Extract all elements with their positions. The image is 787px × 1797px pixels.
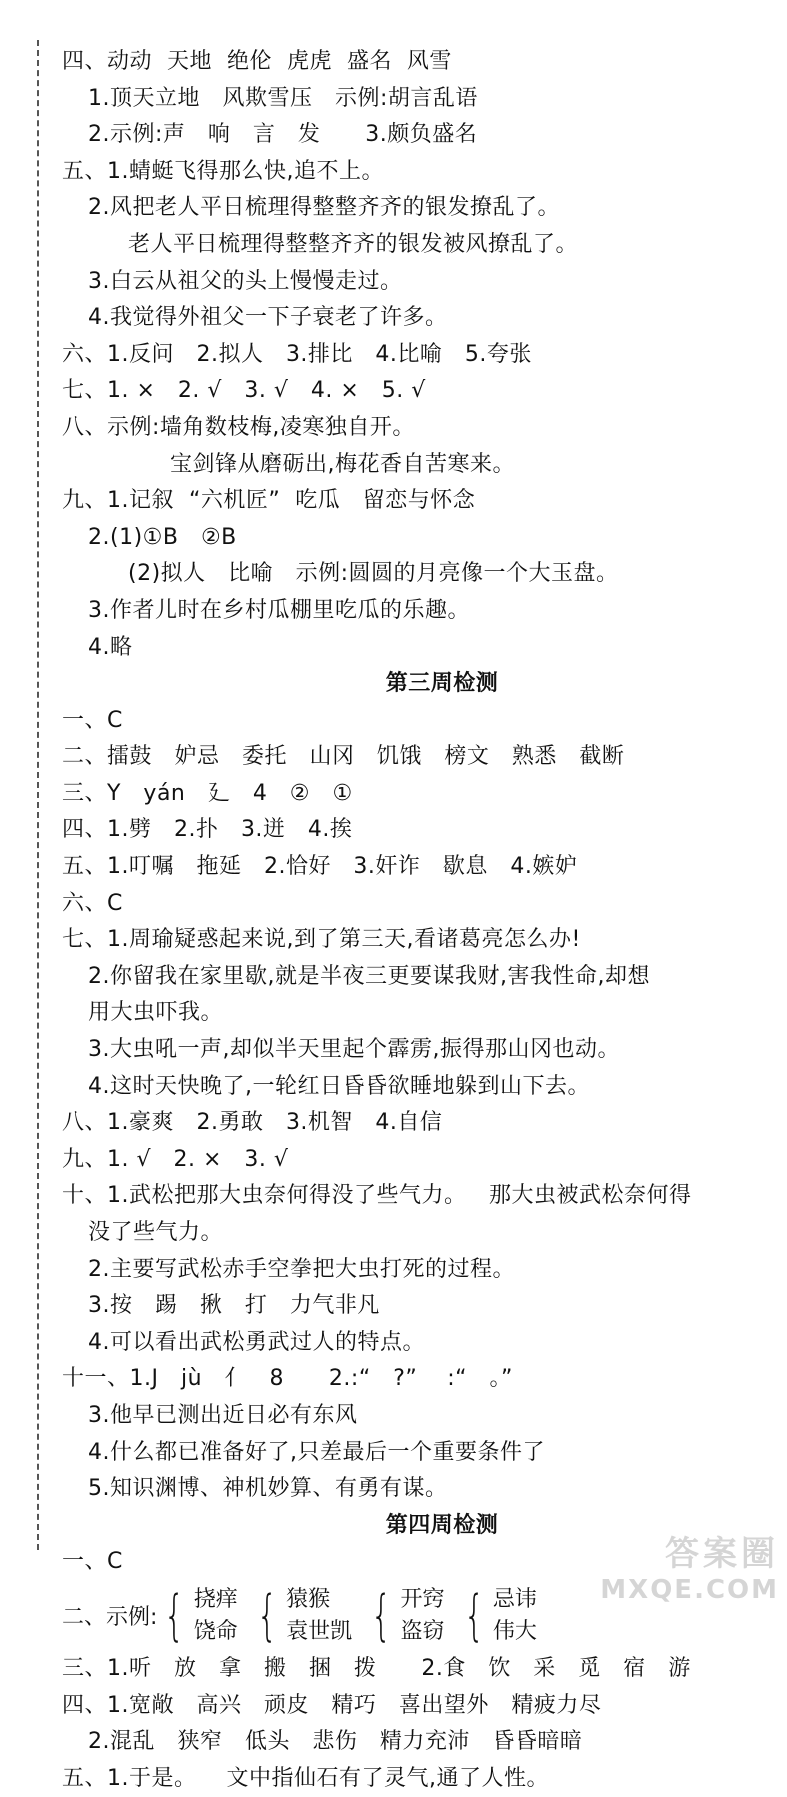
answer-line: 3.按 踢 揪 打 力气非凡 — [88, 1293, 380, 1319]
answer-line: 4.这时天快晚了,一轮红日昏昏欲睡地躲到山下去。 — [88, 1073, 590, 1099]
answer-line: 2.(1)①B ②B — [88, 524, 237, 550]
answer-line: 六、C — [62, 890, 123, 916]
example-word: 开窍 — [400, 1586, 445, 1612]
example-pair-words — [493, 1584, 537, 1648]
answer-line: 三、1.听 放 拿 搬 捆 拨 2.食 饮 采 觅 宿 游 — [62, 1655, 691, 1681]
brace-glyph: { — [371, 1583, 392, 1647]
answer-line: 十、1.武松把那大虫奈何得没了些气力。 那大虫被武松奈何得 — [62, 1183, 692, 1209]
answer-line: 用大虫吓我。 — [88, 1000, 224, 1026]
answer-line: 五、1.于是。 文中指仙石有了灵气,通了人性。 — [62, 1765, 549, 1791]
brace-glyph: { — [256, 1583, 278, 1647]
answer-line: 宝剑锋从磨砺出,梅花香自苦寒来。 — [170, 451, 515, 477]
answer-line: 七、1.周瑜疑惑起来说,到了第三天,看诸葛亮怎么办! — [62, 927, 581, 953]
answer-line: 八、1.豪爽 2.勇敢 3.机智 4.自信 — [62, 1110, 443, 1136]
answer-line: 五、1.蜻蜓飞得那么快,追不上。 — [62, 158, 384, 184]
answer-line: 4.可以看出武松勇武过人的特点。 — [88, 1329, 425, 1355]
answer-line: 2.风把老人平日梳理得整整齐齐的银发撩乱了。 — [88, 195, 560, 221]
example-pair — [157, 1584, 237, 1648]
example-pair — [250, 1584, 352, 1648]
answer-line: 四、1.劈 2.扑 3.迸 4.挨 — [62, 817, 353, 843]
answer-line: 没了些气力。 — [88, 1220, 224, 1245]
answer-line: 老人平日梳理得整整齐齐的银发被风撩乱了。 — [128, 231, 579, 257]
answer-line: 九、1. √ 2. × 3. √ — [62, 1146, 289, 1172]
answer-line: 3.大虫吼一声,却似半天里起个霹雳,振得那山冈也动。 — [88, 1037, 620, 1063]
answer-line: 四、1.宽敞 高兴 顽皮 精巧 喜出望外 精疲力尽 — [62, 1692, 602, 1718]
example-word: 猿猴 — [286, 1586, 331, 1612]
answer-line: 2.主要写武松赤手空拳把大虫打死的过程。 — [88, 1256, 515, 1282]
example-word: 伟大 — [492, 1618, 537, 1644]
answer-line: 八、示例:墙角数枝梅,凌寒独自开。 — [62, 414, 415, 440]
answer-line: 2.示例:声 响 言 发 3.颇负盛名 — [88, 122, 478, 148]
answer-line: (2)拟人 比喻 示例:圆圆的月亮像一个大玉盘。 — [128, 561, 619, 587]
answer-line: 九、1.记叙 “六机匠” 吃瓜 留恋与怀念 — [62, 488, 476, 514]
example-word: 盗窃 — [400, 1618, 445, 1644]
section-heading-week3: 第三周检测 — [385, 671, 499, 697]
example-pair-words — [401, 1584, 445, 1648]
answer-line: 三、Y yán 廴 4 ② ① — [62, 780, 353, 806]
example-prefix: 二、示例: — [62, 1605, 158, 1631]
answer-line: 1.顶天立地 风欺雪压 示例:胡言乱语 — [88, 85, 478, 111]
watermark-logo — [539, 1526, 779, 1605]
answer-block-week3 — [62, 703, 762, 1508]
brace-glyph: { — [463, 1583, 485, 1647]
example-pairs — [157, 1584, 549, 1648]
answer-line: 5.知识渊博、神机妙算、有勇有谋。 — [88, 1476, 448, 1502]
example-pair — [457, 1584, 537, 1648]
example-pair — [364, 1584, 444, 1648]
answer-line: 3.他早已测出近日必有东风 — [88, 1402, 358, 1428]
answer-line: 七、1. × 2. √ 3. √ 4. × 5. √ — [62, 378, 426, 404]
answer-line: 3.白云从祖父的头上慢慢走过。 — [88, 268, 403, 294]
answer-line: 二、擂鼓 妒忌 委托 山冈 饥饿 榜文 熟悉 截断 — [62, 744, 625, 770]
watermark-text-en: MXQE.COM — [600, 1575, 779, 1605]
brace-glyph: { — [164, 1583, 185, 1647]
answer-block-week4 — [62, 1651, 762, 1797]
answer-line: 十一、1.J jù 亻 8 2.:“ ?” :“ 。” — [62, 1366, 513, 1392]
answer-line: 2.混乱 狭窄 低头 悲伤 精力充沛 昏昏暗暗 — [88, 1729, 583, 1755]
answer-line: 一、C — [62, 707, 123, 733]
answer-line: 3.作者儿时在乡村瓜棚里吃瓜的乐趣。 — [88, 597, 470, 623]
example-word: 忌讳 — [492, 1586, 537, 1612]
answer-line: 4.略 — [88, 634, 133, 660]
dashed-margin-line — [37, 40, 39, 1550]
answer-line-w4-q1: 一、C — [62, 1549, 123, 1575]
answer-line: 4.我觉得外祖父一下子衰老了许多。 — [88, 305, 448, 331]
answer-line: 四、动动 天地 绝伦 虎虎 盛名 风雪 — [62, 49, 452, 74]
answer-line: 五、1.叮嘱 拖延 2.恰好 3.奸诈 歇息 4.嫉妒 — [62, 854, 578, 880]
answer-line: 六、1.反问 2.拟人 3.排比 4.比喻 5.夸张 — [62, 341, 532, 367]
example-word: 袁世凯 — [286, 1618, 353, 1644]
example-word: 饶命 — [193, 1618, 238, 1644]
example-word: 挠痒 — [193, 1586, 238, 1612]
example-pair-words — [194, 1584, 238, 1648]
answer-line: 4.什么都已准备好了,只差最后一个重要条件了 — [88, 1439, 545, 1465]
answer-block-week2 — [62, 44, 762, 666]
section-heading-week4: 第四周检测 — [385, 1512, 499, 1538]
watermark-text-cn: 答案圈 — [665, 1534, 779, 1574]
answer-line: 2.你留我在家里歇,就是半夜三更要谋我财,害我性命,却想 — [88, 963, 650, 989]
example-pair-words — [286, 1584, 352, 1648]
